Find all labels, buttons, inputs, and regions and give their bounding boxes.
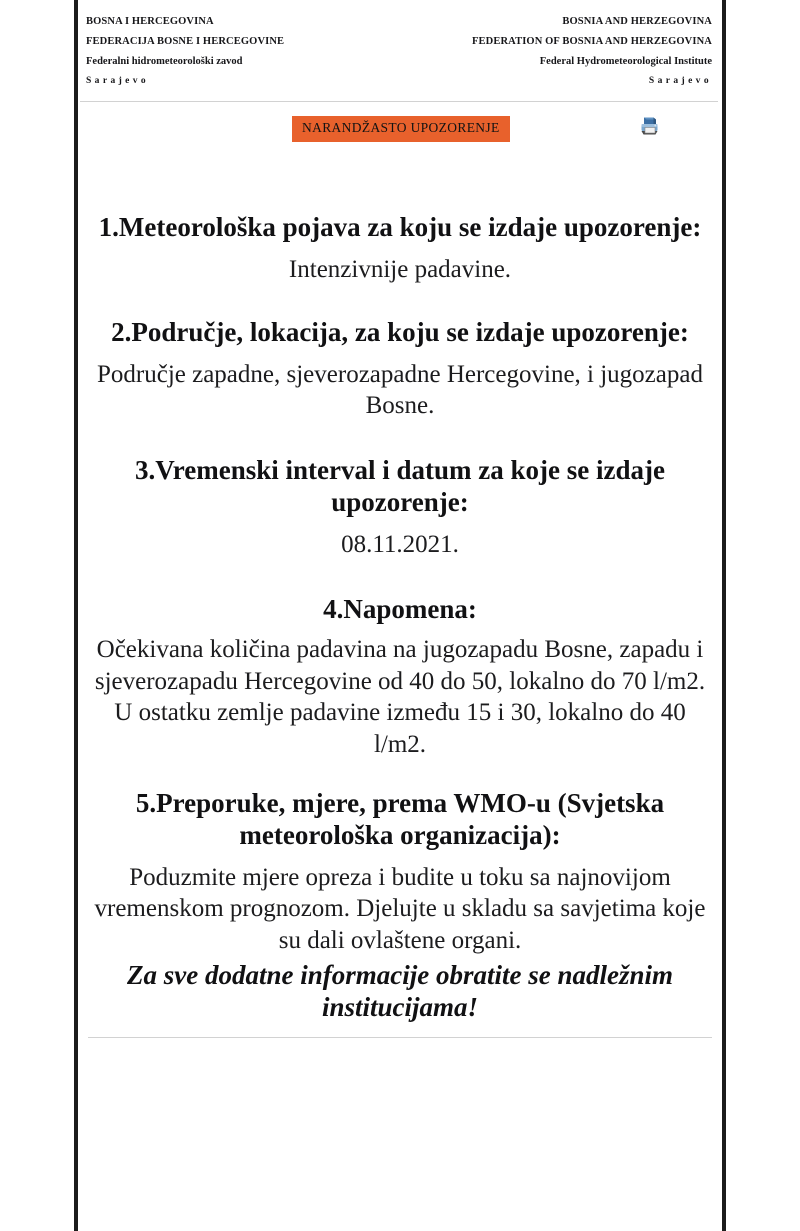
masthead-bosnian-country: BOSNA I HERCEGOVINA	[86, 16, 214, 27]
section-4-heading: 4.Napomena:	[323, 594, 477, 625]
document-content	[78, 164, 722, 1038]
banner-row	[78, 102, 722, 164]
section-1-heading: 1.Meteorološka pojava za koju se izdaje upozorenje:	[98, 211, 702, 242]
section-5-body: Poduzmite mjere opreza i budite u toku sa najnovijom vremenskom prognozom. Djelujte u skladu sa savjetima koje su dali ovlaštene organi.	[94, 863, 706, 954]
masthead	[78, 0, 722, 91]
section-1-body: Intenzivnije padavine.	[288, 255, 512, 283]
alert-level-banner: NARANDŽASTO UPOZORENJE	[292, 116, 510, 142]
masthead-bosnian-institute: Federalni hidrometeorološki zavod	[86, 56, 243, 68]
section-2-body: Područje zapadne, sjeverozapadne Hercegovine, i jugozapad Bosne.	[97, 360, 703, 420]
section-4	[84, 594, 716, 760]
masthead-bosnian-federation: FEDERACIJA BOSNE I HERCEGOVINE	[86, 36, 285, 48]
masthead-english-institute: Federal Hydrometeorological Institute	[539, 56, 712, 68]
section-3-heading: 3.Vremenski interval i datum za koje se izdaje upozorenje:	[135, 454, 665, 517]
document-sheet	[78, 0, 722, 1231]
masthead-bosnian	[86, 12, 284, 91]
printer-icon[interactable]	[637, 113, 663, 139]
section-5-heading: 5.Preporuke, mjere, prema WMO-u (Svjetska meteorološka organizacija):	[135, 788, 665, 850]
section-1	[84, 212, 716, 285]
section-3	[84, 455, 716, 560]
section-4-body: Očekivana količina padavina na jugozapadu Bosne, zapadu i sjeverozapadu Hercegovine od 40 do 50, lokalno do 70 l/m2. U ostatku zemlje padavine između 15 i 30, lokalno do 40 l/m2.	[94, 636, 706, 758]
footer-divider	[88, 1037, 712, 1038]
section-3-body: 08.11.2021.	[341, 530, 459, 558]
section-2-heading: 2.Područje, lokacija, za koju se izdaje upozorenje:	[111, 317, 689, 348]
closing-statement: Za sve dodatne informacije obratite se nadležnim institucijama!	[127, 960, 673, 1022]
masthead-english-country: BOSNIA AND HERZEGOVINA	[562, 16, 712, 27]
section-5	[84, 788, 716, 956]
masthead-english-federation: FEDERATION OF BOSNIA AND HERZEGOVINA	[471, 36, 712, 48]
section-2	[84, 317, 716, 422]
page-border-right	[722, 0, 726, 1231]
masthead-english	[472, 12, 712, 91]
masthead-english-city: Sarajevo	[648, 76, 712, 87]
masthead-bosnian-city: Sarajevo	[86, 76, 150, 87]
